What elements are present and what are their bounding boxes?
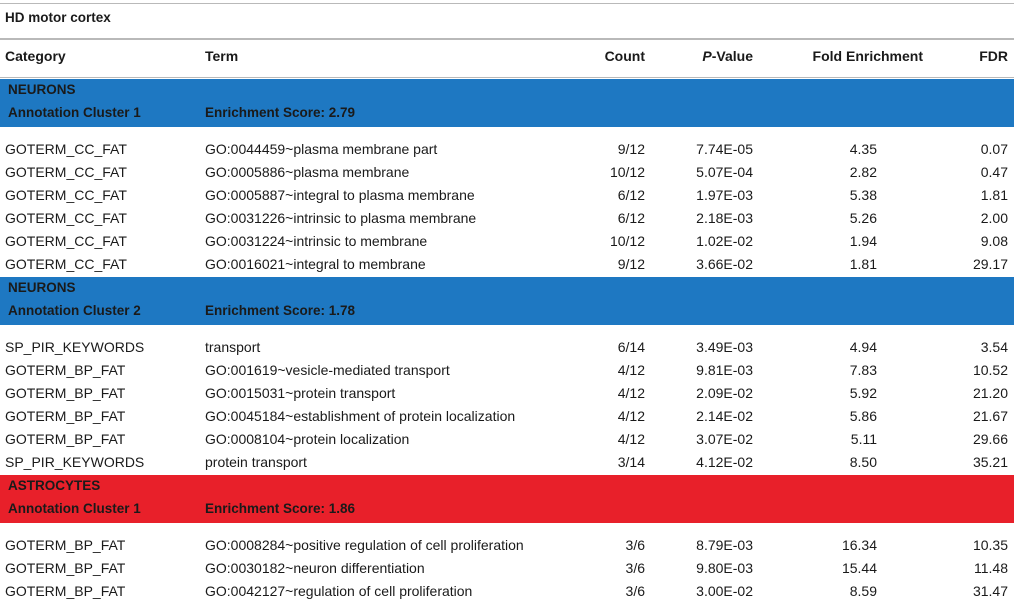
- table-row: [0, 429, 1014, 449]
- row-count: 4/12: [617, 385, 645, 401]
- row-category: GOTERM_BP_FAT: [5, 431, 126, 447]
- table-row: [0, 558, 1014, 578]
- cluster-group-label: NEURONS: [8, 82, 76, 97]
- row-fold-enrichment: 8.50: [849, 454, 877, 470]
- top-rule: [0, 3, 1014, 4]
- row-pvalue: 2.18E-03: [696, 210, 753, 226]
- row-term: GO:0015031~protein transport: [205, 385, 396, 401]
- row-pvalue: 3.66E-02: [696, 256, 753, 272]
- row-fdr: 0.47: [980, 164, 1008, 180]
- row-term: GO:0005887~integral to plasma membrane: [205, 187, 475, 203]
- row-fdr: 3.54: [980, 339, 1008, 355]
- row-count: 10/12: [609, 233, 645, 249]
- table-row: [0, 139, 1014, 159]
- enrichment-score: Enrichment Score: 2.79: [205, 105, 356, 120]
- row-pvalue: 9.80E-03: [696, 560, 753, 576]
- table-row: [0, 406, 1014, 426]
- enrichment-score: Enrichment Score: 1.86: [205, 501, 356, 516]
- table-row: [0, 383, 1014, 403]
- cluster-group-label: ASTROCYTES: [8, 478, 101, 493]
- row-pvalue: 7.74E-05: [696, 141, 753, 157]
- row-category: GOTERM_CC_FAT: [5, 164, 127, 180]
- table-row: [0, 208, 1014, 228]
- row-term: GO:0005886~plasma membrane: [205, 164, 410, 180]
- row-fold-enrichment: 5.92: [849, 385, 877, 401]
- cluster-group-label: NEURONS: [8, 280, 76, 295]
- row-count: 3/14: [617, 454, 645, 470]
- row-count: 4/12: [617, 431, 645, 447]
- row-fold-enrichment: 5.26: [849, 210, 877, 226]
- row-term: GO:0045184~establishment of protein localization: [205, 408, 516, 424]
- row-pvalue: 8.79E-03: [696, 537, 753, 553]
- row-term: GO:001619~vesicle-mediated transport: [205, 362, 450, 378]
- row-count: 6/12: [617, 187, 645, 203]
- row-fold-enrichment: 5.86: [849, 408, 877, 424]
- row-fold-enrichment: 8.59: [849, 583, 877, 599]
- row-count: 3/6: [625, 537, 645, 553]
- cluster-name: Annotation Cluster 1: [8, 501, 141, 516]
- row-count: 10/12: [609, 164, 645, 180]
- row-pvalue: 9.81E-03: [696, 362, 753, 378]
- row-pvalue: 2.14E-02: [696, 408, 753, 424]
- row-category: SP_PIR_KEYWORDS: [5, 339, 145, 355]
- cluster-band: [0, 277, 1014, 325]
- row-fdr: 31.47: [972, 583, 1008, 599]
- row-pvalue: 1.02E-02: [696, 233, 753, 249]
- row-category: GOTERM_BP_FAT: [5, 537, 126, 553]
- table-row: [0, 185, 1014, 205]
- row-count: 3/6: [625, 583, 645, 599]
- row-fdr: 0.07: [980, 141, 1008, 157]
- header-pvalue: [702, 48, 753, 64]
- row-pvalue: 5.07E-04: [696, 164, 753, 180]
- table-row: [0, 337, 1014, 357]
- row-category: GOTERM_CC_FAT: [5, 210, 127, 226]
- row-category: GOTERM_CC_FAT: [5, 141, 127, 157]
- row-count: 3/6: [625, 560, 645, 576]
- header-fdr: FDR: [979, 48, 1008, 64]
- table-row: [0, 452, 1014, 472]
- row-pvalue: 3.00E-02: [696, 583, 753, 599]
- row-term: GO:0030182~neuron differentiation: [205, 560, 425, 576]
- row-fold-enrichment: 15.44: [841, 560, 877, 576]
- row-term: GO:0031226~intrinsic to plasma membrane: [205, 210, 477, 226]
- row-fold-enrichment: 5.11: [850, 431, 877, 447]
- row-count: 6/14: [617, 339, 645, 355]
- table-title: HD motor cortex: [5, 10, 111, 25]
- row-term: GO:0016021~integral to membrane: [205, 256, 426, 272]
- row-term: GO:0008284~positive regulation of cell proliferation: [205, 537, 524, 553]
- table-header: [0, 48, 1014, 68]
- row-fold-enrichment: 1.81: [849, 256, 877, 272]
- row-fdr: 2.00: [980, 210, 1008, 226]
- row-fdr: 9.08: [980, 233, 1008, 249]
- table-row: [0, 162, 1014, 182]
- row-fdr: 10.52: [972, 362, 1008, 378]
- row-fold-enrichment: 1.94: [849, 233, 877, 249]
- row-category: SP_PIR_KEYWORDS: [5, 454, 145, 470]
- header-count: Count: [604, 48, 645, 64]
- row-fdr: 10.35: [972, 537, 1008, 553]
- row-category: GOTERM_CC_FAT: [5, 187, 127, 203]
- row-count: 9/12: [617, 141, 645, 157]
- row-pvalue: 4.12E-02: [696, 454, 753, 470]
- row-fold-enrichment: 5.38: [849, 187, 877, 203]
- table-row: [0, 535, 1014, 555]
- header-rule: [0, 77, 1014, 78]
- row-fdr: 35.21: [972, 454, 1008, 470]
- row-term: transport: [205, 339, 261, 355]
- header-term: Term: [205, 48, 239, 64]
- header-category: Category: [5, 48, 66, 64]
- row-fold-enrichment: 16.34: [841, 537, 877, 553]
- row-pvalue: 3.07E-02: [696, 431, 753, 447]
- header-fold-enrichment: Fold Enrichment: [812, 48, 923, 64]
- row-term: GO:0008104~protein localization: [205, 431, 410, 447]
- row-count: 4/12: [617, 362, 645, 378]
- row-fdr: 21.20: [972, 385, 1008, 401]
- row-term: GO:0044459~plasma membrane part: [205, 141, 438, 157]
- row-fold-enrichment: 7.83: [849, 362, 877, 378]
- row-fold-enrichment: 2.82: [849, 164, 877, 180]
- table-row: [0, 581, 1014, 601]
- row-pvalue: 1.97E-03: [696, 187, 753, 203]
- row-category: GOTERM_BP_FAT: [5, 362, 126, 378]
- row-fdr: 11.48: [974, 560, 1008, 576]
- row-fold-enrichment: 4.35: [849, 141, 877, 157]
- enrichment-score: Enrichment Score: 1.78: [205, 303, 356, 318]
- row-fdr: 21.67: [972, 408, 1008, 424]
- row-pvalue: 2.09E-02: [696, 385, 753, 401]
- row-count: 6/12: [617, 210, 645, 226]
- table-row: [0, 360, 1014, 380]
- row-fdr: 29.17: [972, 256, 1008, 272]
- cluster-band: [0, 79, 1014, 127]
- row-fdr: 1.81: [980, 187, 1008, 203]
- row-term: GO:0031224~intrinsic to membrane: [205, 233, 428, 249]
- table-row: [0, 254, 1014, 274]
- row-count: 9/12: [617, 256, 645, 272]
- title-rule: [0, 38, 1014, 40]
- row-fdr: 29.66: [972, 431, 1008, 447]
- row-category: GOTERM_BP_FAT: [5, 560, 126, 576]
- cluster-band: [0, 475, 1014, 523]
- row-category: GOTERM_CC_FAT: [5, 256, 127, 272]
- header-pvalue-italic: P: [702, 48, 712, 64]
- row-count: 4/12: [617, 408, 645, 424]
- row-category: GOTERM_BP_FAT: [5, 408, 126, 424]
- row-category: GOTERM_BP_FAT: [5, 583, 126, 599]
- header-pvalue-rest: -Value: [711, 48, 753, 64]
- row-term: GO:0042127~regulation of cell proliferation: [205, 583, 473, 599]
- row-fold-enrichment: 4.94: [849, 339, 877, 355]
- row-category: GOTERM_BP_FAT: [5, 385, 126, 401]
- table-row: [0, 231, 1014, 251]
- row-pvalue: 3.49E-03: [696, 339, 753, 355]
- cluster-name: Annotation Cluster 1: [8, 105, 141, 120]
- row-term: protein transport: [205, 454, 307, 470]
- row-category: GOTERM_CC_FAT: [5, 233, 127, 249]
- cluster-name: Annotation Cluster 2: [8, 303, 141, 318]
